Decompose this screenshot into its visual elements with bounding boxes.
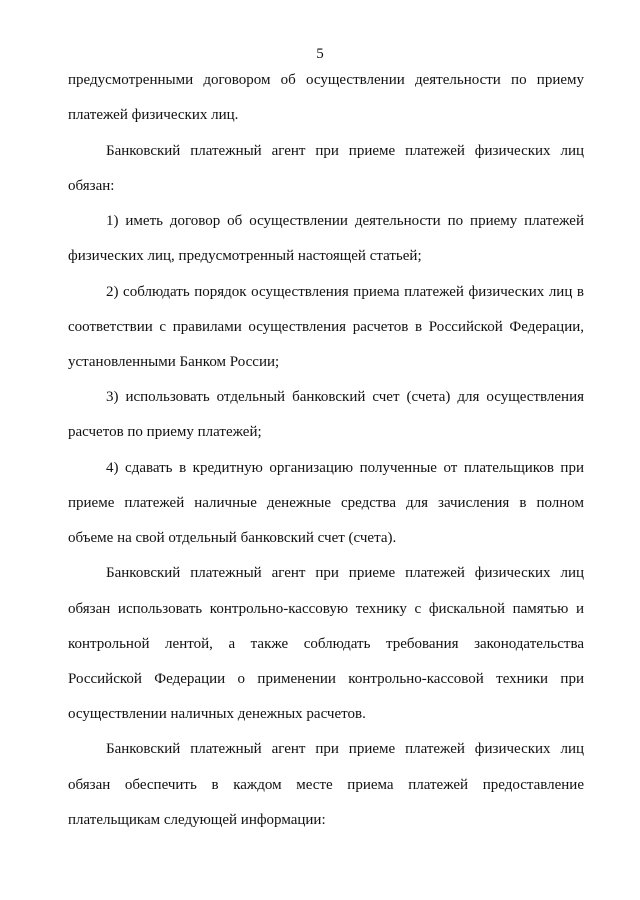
text-line: Российской Федерации о применении контрольно-кассовой техники при — [68, 671, 584, 687]
text-line: платежей физических лиц. — [68, 107, 239, 123]
text-line: контрольной лентой, а также соблюдать требования законодательства — [68, 636, 584, 652]
text-line: 1) иметь договор об осуществлении деятельности по приему платежей — [106, 213, 584, 229]
text-line: 4) сдавать в кредитную организацию полученные от плательщиков при — [106, 460, 584, 476]
text-line: 3) использовать отдельный банковский счет (счета) для осуществления — [106, 389, 584, 405]
text-line: объеме на свой отдельный банковский счет (счета). — [68, 530, 397, 546]
text-line: соответствии с правилами осуществления расчетов в Российской Федерации, — [68, 319, 584, 335]
text-line: приеме платежей наличные денежные средства для зачисления в полном — [68, 495, 584, 511]
text-line: плательщикам следующей информации: — [68, 812, 326, 828]
text-line: установленными Банком России; — [68, 354, 280, 370]
text-line: осуществлении наличных денежных расчетов. — [68, 706, 366, 722]
text-line: физических лиц, предусмотренный настоящей статьей; — [68, 248, 422, 264]
text-line: обязан обеспечить в каждом месте приема платежей предоставление — [68, 777, 584, 793]
text-line: Банковский платежный агент при приеме платежей физических лиц — [106, 143, 584, 159]
text-line: Банковский платежный агент при приеме платежей физических лиц — [106, 741, 584, 757]
text-line: 2) соблюдать порядок осуществления приема платежей физических лиц в — [106, 284, 584, 300]
text-line: Банковский платежный агент при приеме платежей физических лиц — [106, 565, 584, 581]
text-line: расчетов по приему платежей; — [68, 424, 262, 440]
text-line: обязан: — [68, 178, 115, 194]
page-number: 5 — [316, 46, 324, 62]
text-line: обязан использовать контрольно-кассовую технику с фискальной памятью и — [68, 601, 584, 617]
text-line: предусмотренными договором об осуществлении деятельности по приему — [68, 72, 584, 88]
